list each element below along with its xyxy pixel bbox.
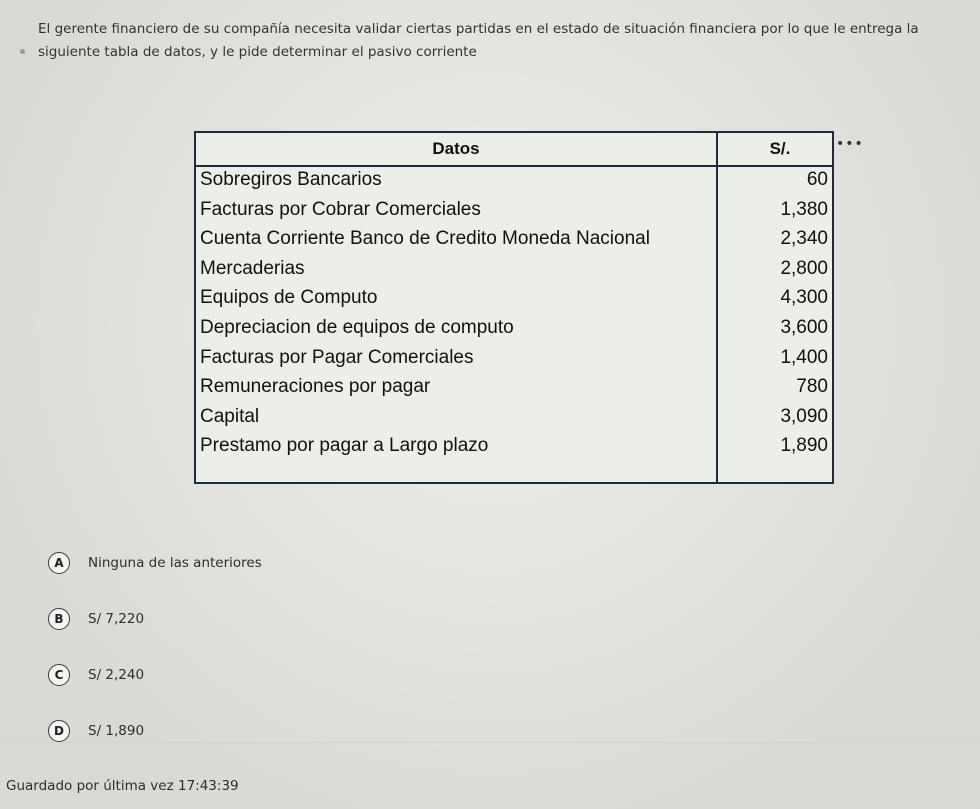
- table-row: [200, 431, 832, 461]
- footer-divider: [0, 742, 980, 743]
- row-value: 60: [806, 169, 828, 190]
- saved-status: [6, 778, 239, 794]
- row-label: Prestamo por pagar a Largo plazo: [200, 435, 489, 457]
- header-soles: S/.: [769, 139, 791, 158]
- option-text[interactable]: Ninguna de las anteriores: [88, 555, 262, 571]
- table-row: [200, 165, 832, 195]
- table-row: [200, 283, 832, 313]
- row-label: Cuenta Corriente Banco de Credito Moneda Nacional: [200, 228, 650, 250]
- more-horizontal-icon[interactable]: •••: [836, 136, 864, 152]
- row-label: Sobregiros Bancarios: [200, 169, 382, 190]
- row-label: Capital: [200, 405, 260, 427]
- table-body: [200, 165, 832, 461]
- table-row: [200, 254, 832, 284]
- table-row: [200, 313, 832, 343]
- saved-label: Guardado por última vez: [6, 778, 174, 794]
- row-value: 3,600: [780, 316, 828, 338]
- question-text: El gerente financiero de su compañía necesita validar ciertas partidas en el estado de situación financiera por lo que le entrega la siguiente tabla de datos, y le pide determinar el pasivo corriente: [38, 21, 919, 60]
- option-text[interactable]: S/ 2,240: [88, 667, 145, 683]
- row-value: 4,300: [780, 287, 828, 309]
- option-letter-badge[interactable]: A: [48, 552, 70, 574]
- row-value: 3,090: [780, 405, 828, 427]
- option-d[interactable]: [48, 718, 144, 744]
- row-value: 1,890: [780, 435, 828, 457]
- row-label: Remuneraciones por pagar: [200, 376, 431, 398]
- option-a[interactable]: [48, 550, 262, 576]
- row-value: 1,380: [780, 198, 828, 220]
- row-value: 1,400: [780, 346, 828, 368]
- row-value: 780: [796, 376, 828, 398]
- row-value: 2,340: [780, 228, 828, 250]
- option-letter-badge[interactable]: B: [48, 608, 70, 630]
- header-datos: Datos: [432, 139, 480, 158]
- table-row: [200, 343, 832, 373]
- question-text-block: [38, 18, 978, 64]
- row-label: Equipos de Computo: [200, 287, 378, 309]
- option-b[interactable]: [48, 606, 144, 632]
- bullet-icon: [20, 49, 25, 54]
- option-c[interactable]: [48, 662, 144, 688]
- table-row: [200, 402, 832, 432]
- option-letter-badge[interactable]: D: [48, 720, 70, 742]
- data-table: [194, 131, 834, 484]
- option-text[interactable]: S/ 1,890: [88, 723, 145, 739]
- row-label: Depreciacion de equipos de computo: [200, 316, 514, 338]
- row-label: Facturas por Cobrar Comerciales: [200, 198, 481, 220]
- table-row: [200, 224, 832, 254]
- saved-time: 17:43:39: [177, 778, 239, 794]
- table-row: [200, 372, 832, 402]
- table-row: [200, 195, 832, 225]
- option-text[interactable]: S/ 7,220: [88, 611, 145, 627]
- row-label: Facturas por Pagar Comerciales: [200, 346, 474, 368]
- row-label: Mercaderias: [200, 257, 305, 279]
- row-value: 2,800: [780, 257, 828, 279]
- option-letter-badge[interactable]: C: [48, 664, 70, 686]
